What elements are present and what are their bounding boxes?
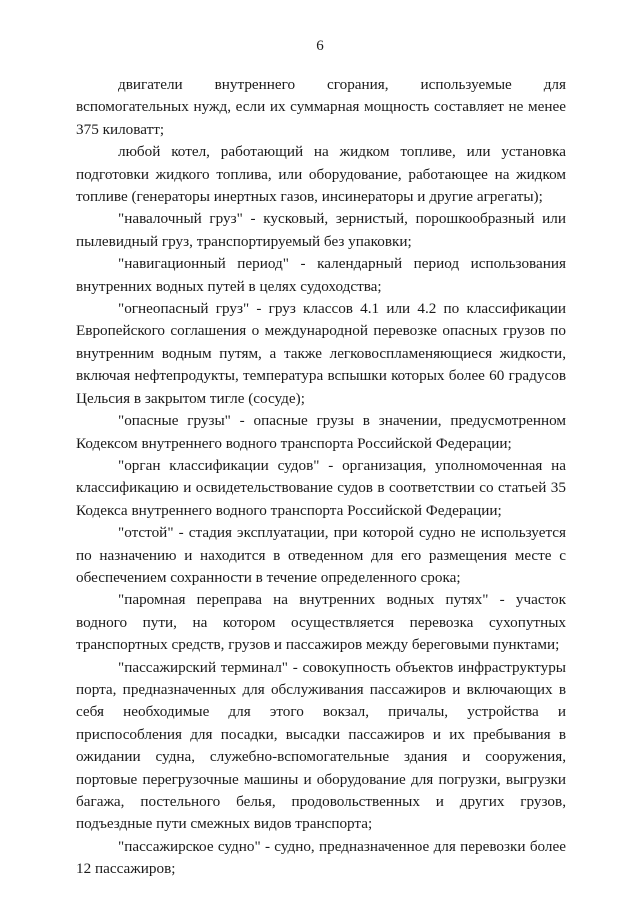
- paragraph-liquid-fuel-boiler: любой котел, работающий на жидком топливе, или установка подготовки жидкого топлива, или оборудование, работающее на жидком топливе (генераторы инертных газов, инсинераторы и другие агрегаты);: [76, 143, 566, 206]
- paragraph-classification-body: "орган классификации судов" - организация, уполномоченная на классификацию и освидетельствование судов в соответствии со статьей 35 Кодекса внутреннего водного транспорта Российской Федерации;: [76, 456, 566, 519]
- paragraph-dangerous-goods: "опасные грузы" - опасные грузы в значении, предусмотренном Кодексом внутреннего водного транспорта Российской Федерации;: [76, 412, 566, 452]
- page-number: 6: [316, 38, 324, 54]
- paragraph-ferry-crossing: "паромная переправа на внутренних водных путях" - участок водного пути, на котором осуществляется перевозка сухопутных транспортных средств, грузов и пассажиров между береговыми пунктами;: [76, 591, 566, 654]
- paragraph-bulk-cargo: "навалочный груз" - кусковый, зернистый, порошкообразный или пылевидный груз, транспортируемый без упаковки;: [76, 210, 566, 250]
- paragraph-navigation-period: "навигационный период" - календарный период использования внутренних водных путей в целях судоходства;: [76, 255, 566, 295]
- document-body: [76, 74, 566, 881]
- paragraph-passenger-ship: "пассажирское судно" - судно, предназначенное для перевозки более 12 пассажиров;: [76, 837, 566, 878]
- paragraph-flammable-cargo: "огнеопасный груз" - груз классов 4.1 или 4.2 по классификации Европейского соглашения о международной перевозке опасных грузов по внутренним водным путям, а также легковоспламеняющиеся жидкости, включая нефтепродукты, температура вспышки которых более 60 градусов Цельсия в закрытом тигле (сосуде);: [76, 300, 566, 407]
- paragraph-passenger-terminal: "пассажирский терминал" - совокупность объектов инфраструктуры порта, предназначенных для обслуживания пассажиров и включающих в себя необходимые для этого вокзал, причалы, устройства и приспособления для посадки, высадки пассажиров и их пребывания в ожидании судна, служебно-вспомогательные здания и сооружения, портовые перегрузочные машины и оборудование для погрузки, выгрузки багажа, постельного белья, продовольственных и других грузов, подъездные пути смежных видов транспорта;: [76, 658, 566, 833]
- paragraph-layup: "отстой" - стадия эксплуатации, при которой судно не используется по назначению и находится в отведенном для его размещения месте с обеспечением сохранности в течение определенного срока;: [76, 524, 566, 586]
- paragraph-auxiliary-engines: двигатели внутреннего сгорания, используемые для вспомогательных нужд, если их суммарная мощность составляет не менее 375 киловатт;: [76, 76, 566, 138]
